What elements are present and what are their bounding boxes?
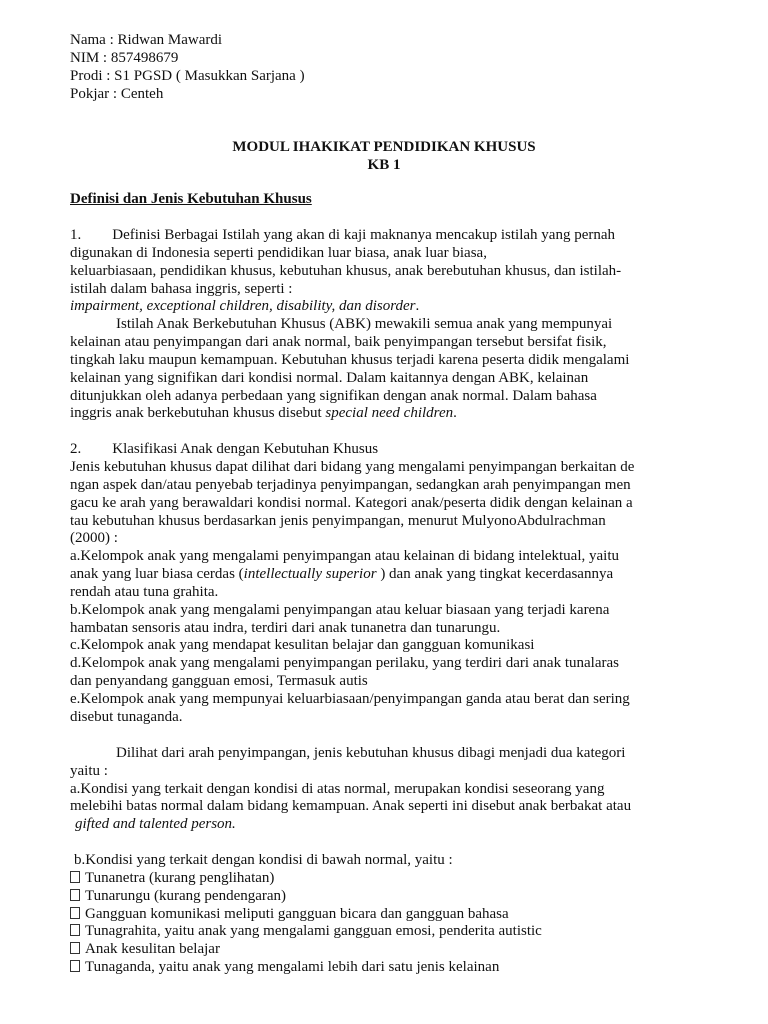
document-subtitle: KB 1 (367, 157, 401, 173)
paragraph-line: d.Kelompok anak yang mengalami penyimpangan perilaku, yang terdiri dari anak tunalaras (70, 655, 619, 671)
bullet-box-icon (70, 871, 80, 883)
period: . (415, 298, 420, 314)
paragraph-line: tau kebutuhan khusus berdasarkan jenis penyimpangan, menurut MulyonoAbdulrachman (70, 513, 606, 529)
paragraph-line: disebut tunaganda. (70, 709, 183, 725)
bullet-box-icon (70, 942, 80, 954)
paragraph-line: c.Kelompok anak yang mendapat kesulitan belajar dan gangguan komunikasi (70, 637, 535, 653)
italic-terms: impairment, exceptional children, disability, dan disorder (70, 298, 416, 314)
list-item-label: Tunagrahita, yaitu anak yang mengalami gangguan emosi, penderita autistic (85, 923, 542, 939)
part1-number: 1. (70, 227, 82, 243)
paragraph-line: rendah atau tuna grahita. (70, 584, 219, 600)
italic-term: special need children (325, 405, 454, 421)
text-fragment: . (453, 405, 457, 421)
part2-heading: Klasifikasi Anak dengan Kebutuhan Khusus (112, 441, 379, 457)
list-item (70, 869, 274, 887)
paragraph-line: kelainan yang signifikan dari kondisi normal. Dalam kaitannya dengan ABK, kelainan (70, 370, 589, 386)
list-item (70, 887, 286, 905)
list-item-label: Anak kesulitan belajar (85, 941, 220, 957)
bullet-box-icon (70, 960, 80, 972)
bullet-box-icon (70, 889, 80, 901)
bullet-box-icon (70, 907, 80, 919)
student-nim: NIM : 857498679 (70, 50, 179, 66)
paragraph-line: hambatan sensoris atau indra, terdiri dari anak tunanetra dan tunarungu. (70, 620, 501, 636)
list-item (70, 922, 542, 940)
paragraph-line: kelainan atau penyimpangan dari anak normal, baik penyimpangan tersebut bersifat fisik, (70, 334, 607, 350)
student-name: Nama : Ridwan Mawardi (70, 32, 223, 48)
list-item (70, 905, 509, 923)
list-item (70, 940, 220, 958)
text-fragment: inggris anak berkebutuhan khusus disebut (70, 405, 326, 421)
paragraph-line: Dilihat dari arah penyimpangan, jenis kebutuhan khusus dibagi menjadi dua kategori (116, 745, 626, 761)
part2-heading-line (70, 440, 378, 458)
student-pokjar: Pokjar : Centeh (70, 86, 164, 102)
paragraph-line (70, 404, 457, 422)
paragraph-line: tingkah laku maupun kemampuan. Kebutuhan khusus terjadi karena peserta didik mengalami (70, 352, 630, 368)
list-heading: b.Kondisi yang terkait dengan kondisi di bawah normal, yaitu : (74, 852, 453, 868)
paragraph-line: yaitu : (70, 763, 108, 779)
list-item-label: Gangguan komunikasi meliputi gangguan bicara dan gangguan bahasa (85, 906, 509, 922)
paragraph-line (70, 297, 419, 315)
text-fragment: ) dan anak yang tingkat kecerdasannya (376, 566, 614, 582)
paragraph-line: a.Kondisi yang terkait dengan kondisi di atas normal, merupakan kondisi seseorang yang (70, 781, 605, 797)
list-item-label: Tunaganda, yaitu anak yang mengalami lebih dari satu jenis kelainan (85, 959, 500, 975)
student-prodi: Prodi : S1 PGSD ( Masukkan Sarjana ) (70, 68, 305, 84)
part1-first-text: Definisi Berbagai Istilah yang akan di kaji maknanya mencakup istilah yang pernah (112, 227, 616, 243)
paragraph-line: ngan aspek dan/atau penyebab terjadinya penyimpangan, sedangkan arah penyimpangan men (70, 477, 631, 493)
paragraph-line: Istilah Anak Berkebutuhan Khusus (ABK) mewakili semua anak yang mempunyai (116, 316, 613, 332)
paragraph-line: (2000) : (70, 530, 118, 546)
section-heading: Definisi dan Jenis Kebutuhan Khusus (70, 191, 312, 207)
paragraph-line: b.Kelompok anak yang mengalami penyimpangan atau keluar biasaan yang terjadi karena (70, 602, 610, 618)
paragraph-line: a.Kelompok anak yang mengalami penyimpangan atau kelainan di bidang intelektual, yaitu (70, 548, 619, 564)
paragraph-line: ditunjukkan oleh adanya perbedaan yang signifikan dengan anak normal. Dalam bahasa (70, 388, 597, 404)
text-fragment: anak yang luar biasa cerdas ( (70, 566, 244, 582)
list-item-label: Tunanetra (kurang penglihatan) (85, 870, 275, 886)
paragraph-line: istilah dalam bahasa inggris, seperti : (70, 281, 293, 297)
paragraph-line: dan penyandang gangguan emosi, Termasuk autis (70, 673, 368, 689)
bullet-box-icon (70, 924, 80, 936)
gifted-term: gifted and talented person. (75, 816, 236, 832)
paragraph-line: gacu ke arah yang berawaldari kondisi normal. Kategori anak/peserta didik dengan kelainan a (70, 495, 633, 511)
paragraph-line (70, 565, 613, 583)
list-item (70, 958, 499, 976)
document-title: MODUL IHAKIKAT PENDIDIKAN KHUSUS (232, 139, 536, 155)
paragraph-line: melebihi batas normal dalam bidang kemampuan. Anak seperti ini disebut anak berbakat atau (70, 798, 632, 814)
list-item-label: Tunarungu (kurang pendengaran) (85, 888, 287, 904)
part2-number: 2. (70, 441, 82, 457)
part1-first-line (70, 226, 615, 244)
paragraph-line: e.Kelompok anak yang mempunyai keluarbiasaan/penyimpangan ganda atau berat dan sering (70, 691, 630, 707)
paragraph-line: Jenis kebutuhan khusus dapat dilihat dari bidang yang mengalami penyimpangan berkaitan de (70, 459, 635, 475)
italic-term: intellectually superior (243, 566, 377, 582)
paragraph-line: keluarbiasaan, pendidikan khusus, kebutuhan khusus, anak berebutuhan khusus, dan istilah- (70, 263, 622, 279)
paragraph-line: digunakan di Indonesia seperti pendidikan luar biasa, anak luar biasa, (70, 245, 487, 261)
